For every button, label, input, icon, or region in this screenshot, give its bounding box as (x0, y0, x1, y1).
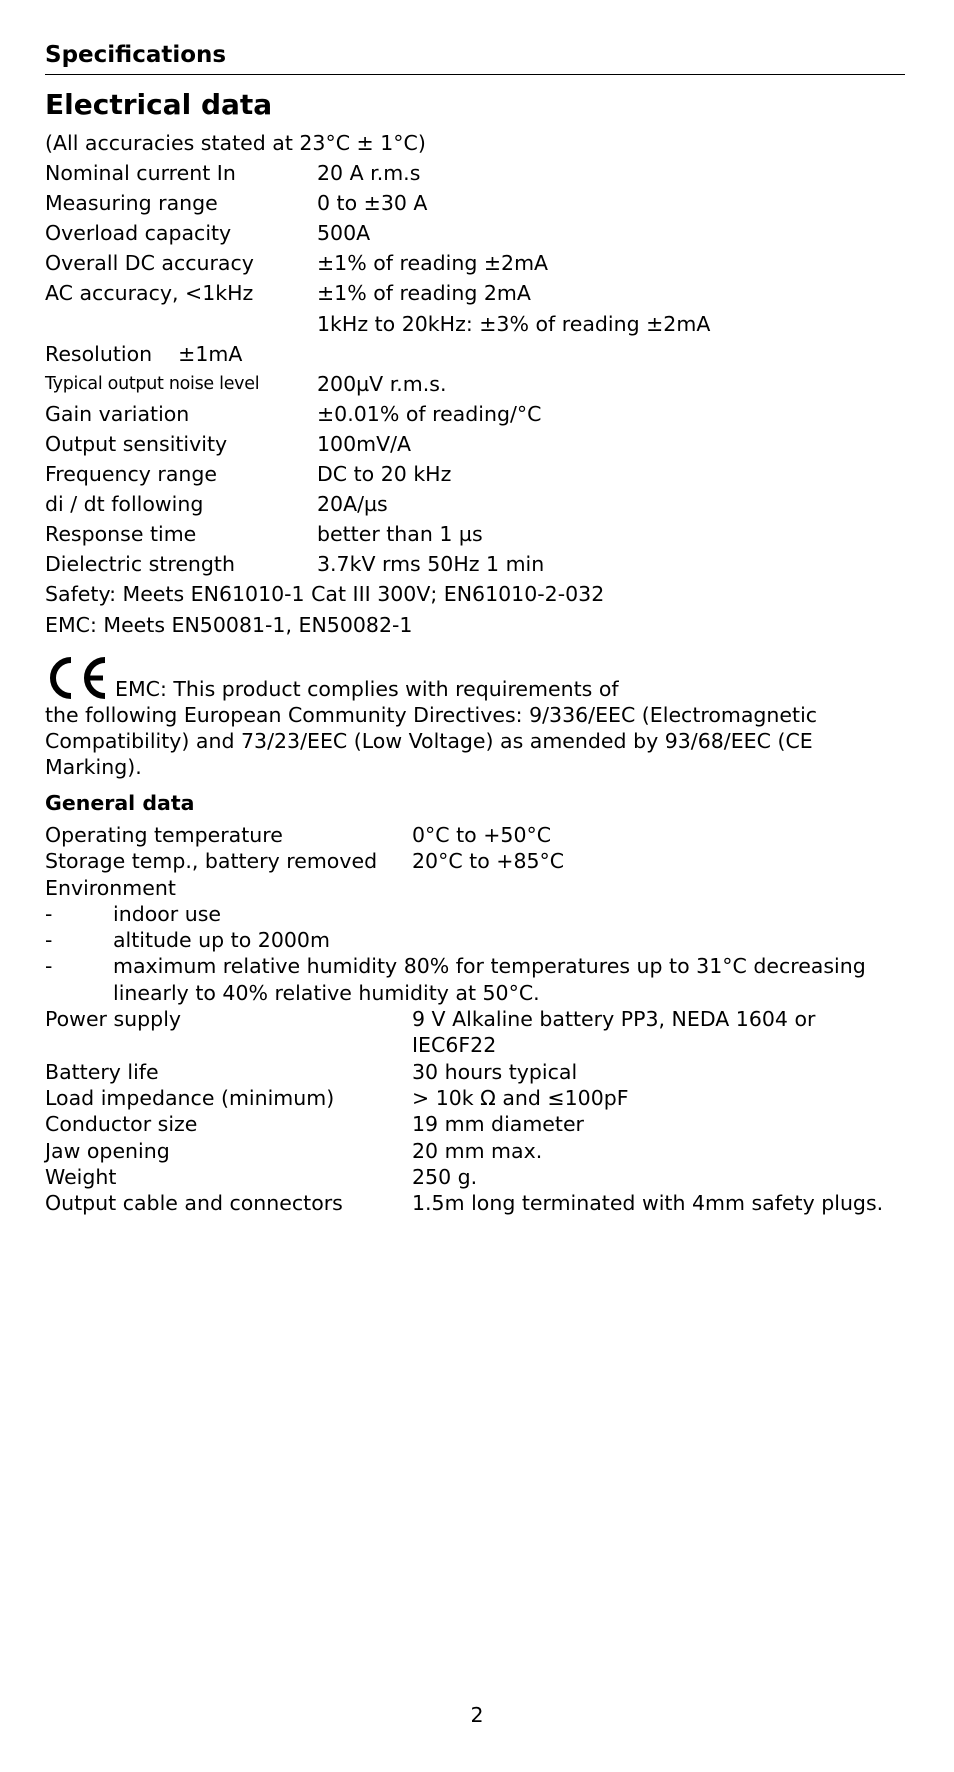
spec-row (45, 822, 905, 848)
safety-line: Safety: Meets EN61010-1 Cat III 300V; EN61010-2-032 (45, 582, 605, 607)
ce-first-line (45, 650, 875, 702)
dash-marker: - (45, 928, 53, 953)
spec-row (45, 1059, 905, 1085)
spec-row (45, 1190, 905, 1216)
spec-value: 20 mm max. (412, 1138, 543, 1163)
spec-value: 1.5m long terminated with 4mm safety plugs. (412, 1191, 884, 1216)
page-number: 2 (470, 1703, 484, 1727)
spec-label: di / dt following (45, 492, 204, 517)
resolution-line: Resolution ±1mA (45, 341, 243, 366)
spec-value: 0 to ±30 A (317, 191, 428, 216)
spec-label: Gain variation (45, 401, 190, 426)
electrical-data-section (45, 128, 905, 640)
spec-value: 0°C to +50°C (412, 823, 552, 847)
spec-label: Storage temp., battery removed (45, 849, 378, 874)
spec-value: 30 hours typical (412, 1059, 578, 1084)
spec-label: Dielectric strength (45, 552, 235, 577)
spec-row (45, 158, 905, 188)
spec-row (45, 1006, 905, 1059)
spec-value: DC to 20 kHz (317, 462, 452, 487)
spec-value: ±1% of reading ±2mA (317, 251, 549, 276)
spec-value: 19 mm diameter (412, 1112, 584, 1137)
spec-label: Typical output noise level (45, 373, 260, 394)
spec-value: 9 V Alkaline battery PP3, NEDA 1604 or IEC6F22 (412, 1007, 816, 1058)
spec-row (45, 1085, 905, 1111)
electrical-data-heading: Electrical data (45, 88, 273, 121)
spec-row (45, 399, 905, 429)
spec-value: ±1% of reading 2mA (317, 281, 531, 306)
spec-label (45, 309, 317, 339)
page-header (45, 40, 905, 75)
spec-label: Operating temperature (45, 823, 283, 847)
ce-mark-icon (45, 650, 115, 702)
spec-row (45, 369, 905, 399)
environment-item (45, 927, 905, 953)
spec-row (45, 429, 905, 459)
spec-row (45, 309, 905, 339)
environment-text: altitude up to 2000m (113, 928, 330, 953)
spec-label: Output cable and connectors (45, 1191, 343, 1216)
spec-label: Overload capacity (45, 221, 232, 246)
spec-row (45, 1138, 905, 1164)
spec-value: 20A/µs (317, 492, 388, 517)
spec-row (45, 218, 905, 248)
spec-row (45, 459, 905, 489)
spec-value: > 10k Ω and ≤100pF (412, 1085, 629, 1110)
dash-marker: - (45, 901, 53, 926)
spec-label: Load impedance (minimum) (45, 1085, 335, 1110)
spec-label: Frequency range (45, 462, 218, 487)
accuracy-note: (All accuracies stated at 23°C ± 1°C) (45, 131, 426, 155)
spec-label: Battery life (45, 1059, 159, 1084)
spec-row (45, 848, 905, 874)
spec-value: 20°C to +85°C (412, 849, 565, 874)
spec-value: ±0.01% of reading/°C (317, 401, 542, 426)
general-data-heading: General data (45, 791, 195, 815)
spec-row (45, 519, 905, 549)
spec-label: Measuring range (45, 191, 218, 216)
spec-label: Nominal current In (45, 161, 236, 186)
environment-text: maximum relative humidity 80% for temperatures up to 31°C decreasing linearly to 40% relative humidity at 50°C. (113, 954, 866, 1005)
spec-value: 500A (317, 221, 371, 246)
ce-compliance-block (45, 650, 875, 780)
dash-marker: - (45, 954, 53, 979)
spec-value: 3.7kV rms 50Hz 1 min (317, 552, 545, 577)
spec-label: Conductor size (45, 1112, 198, 1137)
spec-label: Response time (45, 522, 197, 547)
spec-value: 250 g. (412, 1164, 478, 1189)
ce-statement-start: EMC: This product complies with requirements of (115, 677, 619, 701)
spec-value: 200µV r.m.s. (317, 371, 447, 396)
spec-label: Output sensitivity (45, 431, 228, 456)
environment-item (45, 953, 905, 1006)
spec-label: Overall DC accuracy (45, 251, 254, 276)
spec-row (45, 1164, 905, 1190)
spec-value: 20 A r.m.s (317, 161, 421, 186)
spec-row (45, 188, 905, 218)
spec-row (45, 248, 905, 278)
general-data-section (45, 822, 905, 1216)
spec-label: Power supply (45, 1007, 182, 1032)
spec-row (45, 278, 905, 308)
spec-value: 100mV/A (317, 431, 412, 456)
environment-text: indoor use (113, 901, 222, 926)
spec-row (45, 549, 905, 579)
environment-item (45, 901, 905, 927)
spec-value: 1kHz to 20kHz: ±3% of reading ±2mA (317, 311, 711, 336)
spec-value: better than 1 µs (317, 522, 483, 547)
emc-line: EMC: Meets EN50081-1, EN50082-1 (45, 612, 413, 637)
header-title: Specifications (45, 42, 227, 68)
spec-label: Jaw opening (45, 1138, 170, 1163)
spec-row (45, 489, 905, 519)
spec-label: Weight (45, 1164, 117, 1189)
spec-row (45, 1111, 905, 1137)
spec-label: AC accuracy, <1kHz (45, 281, 254, 306)
ce-statement-body: the following European Community Directives: 9/336/EEC (Electromagnetic Compatibility) and 73/23/EEC (Low Voltage) as amended by 93/68/EEC (CE Marking). (45, 703, 818, 779)
environment-label: Environment (45, 875, 176, 900)
